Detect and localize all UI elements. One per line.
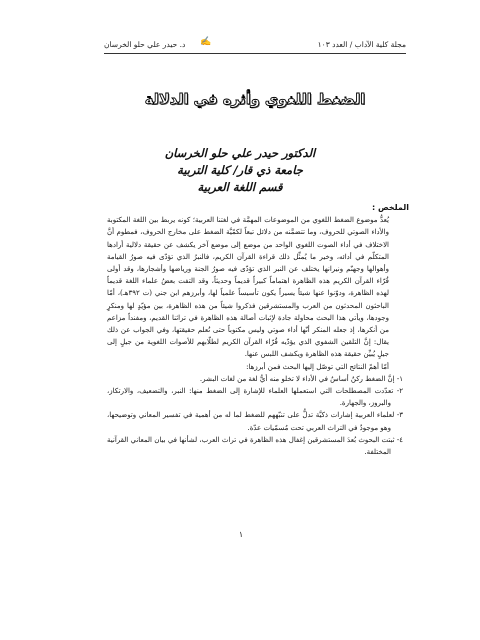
- abstract-paragraph: يُعدُّ موضوع الضغط اللغوي من الموضوعات المهمَّة في لغتنا العربية؛ كونه يربط بين اللغة المكتوبة والأداء الصوتي للحروف، وما تتضمَّنه من دلائل تبعاً لكمّيَّة الضغط على مخارج الحروف، فمطوم أنَّ الاختلاف في أداء الصوت اللغوي الواحد من موضع إلى موضع آخر يكشف عن حقيقة دلالية أرادها المتكلّم في أدائه، وخير ما يُمثِّل ذلك قراءة القرآن الكريم، فالنبرُ الذي تؤدّى فيه صورُ القيامة وأهوالها وجهنّم ونيرانها يختلف عن النبر الذي تؤدّى فيه صورُ الجنة ورياضها وأشجارها، وقد أولى قُرّاء القرآن الكريم هذه الظاهرة اهتماماً كبيراً قديماً وحديثاً، وقد التفت بعضُ علماء اللغة قديماً لهذه الظاهرة، ودوّنوا عنها شيئاً يسيراً يكون تأسيساً علمياً لها، وأبرزهم ابن جني (ت ٣٩٢هـ)، أمّا الباحثون المحدثون من العرب والمستشرقين فذكروا شيئاً من هذه الظاهرة، بين مؤيّدٍ لها ومنكرٍ وجودها، ويأتي هذا البحث محاولة جادة لإثبات أصالة هذه الظاهرة في تراثنا القديم، ومفنداً مزاعم من أنكرها، إذ جعله المنكر أنّها أداء صوتي وليس مكتوباً حتى نُعلم حقيقتها، وفي الجواب عن ذلك يقال: إنَّ التلقين الشفوي الذي يؤدّيه قُرّاء القرآن الكريم لطلّابهم للأصوات اللغوية من جيلٍ إلى جيلٍ يُبيِّن حقيقة هذه الظاهرة ويكشف اللبس عنها.: [107, 216, 389, 359]
- header-author: د. حيدر علي حلو الخرسان: [104, 40, 186, 49]
- abstract-heading: الملخص :: [371, 203, 409, 212]
- author-affiliation: جامعة ذي قار/ كلية التربية: [177, 163, 303, 177]
- abstract: [107, 202, 409, 458]
- header-rule: [104, 53, 406, 54]
- results-intro: أمّا أهمّ النتائج التي توصّل إليها البحث فمن أبرزها:: [246, 362, 389, 371]
- journal-title: مجلة كلية الآداب / العدد ١٠٣: [317, 40, 406, 49]
- result-item: ٤- ثبتت البحوث بُعدَ المستشرقين إغفال هذه الظاهرة في تراث العرب، لشأنها في بيان المعاني القرآنية المختلفة.: [107, 435, 403, 457]
- author-name: الدكتور حيدر علي حلو الخرسان: [164, 146, 316, 160]
- result-item: ١- إنَّ الضغط ركنٌ أساسٌ في الأداء لا تخلو منه أيُّ لغة من لغات البشر.: [199, 374, 403, 383]
- pen-icon: ✍: [200, 37, 212, 47]
- page-number: ١: [238, 530, 244, 539]
- result-item: ٣- لعلماء العربية إشارات ذكيَّة تدلُّ على تنبّههم للضغط لما له من أهمية في تفسير المعاني وتوضيحها، وهو موجودٌ في التراث العربي تحت مُسمّيات عدّة.: [107, 411, 403, 432]
- result-item: ٢- تعدّدت المصطلحات التي استعملها العلماء للإشارة إلى الضغط منها: النبر، والتضعيف، والارتكاز، والبروز، والجهارة.: [107, 387, 403, 408]
- author-department: قسم اللغة العربية: [197, 180, 283, 194]
- paper-title: الضغط اللغوي وأثره في الدلالة: [144, 92, 366, 108]
- running-header: [104, 38, 406, 52]
